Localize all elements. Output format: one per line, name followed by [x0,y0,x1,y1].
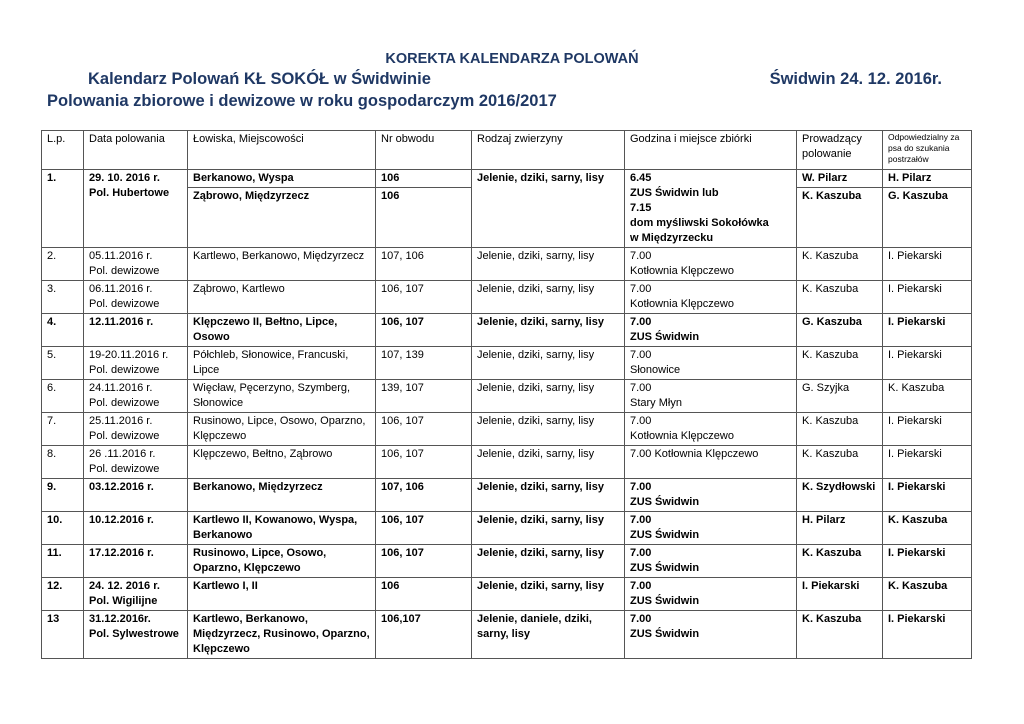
row-meeting [625,248,797,281]
row-grounds: Rusinowo, Lipce, Osowo, Oparzno, Klępczewo [188,413,376,446]
row-district: 106, 107 [376,413,472,446]
row-date [84,380,188,413]
row-meeting-place: Kotłownia Klępczewo [630,298,734,310]
row-lp: 5. [42,347,84,380]
row-date-value: 10.12.2016 r. [89,514,154,526]
row-meeting-time: 7.00 [630,547,652,559]
document-title: KOREKTA KALENDARZA POLOWAŃ [385,51,639,67]
row-district: 106, 107 [376,545,472,578]
row-date [84,479,188,512]
row-district: 106, 107 [376,446,472,479]
row-responsible: I. Piekarski [883,314,972,347]
row-leader: K. Kaszuba [797,611,883,659]
row-meeting-time: 7.00 [630,415,652,427]
row-district: 106,107 [376,611,472,659]
row-lp: 11. [42,545,84,578]
row-responsible: I. Piekarski [883,479,972,512]
row-date-type: Pol. dewizowe [89,265,160,277]
place-and-date: Świdwin 24. 12. 2016r. [769,70,942,88]
row-meeting [625,446,797,479]
header-district: Nr obwodu [376,131,472,170]
row-grounds: Kartlewo II, Kowanowo, Wyspa, Berkanowo [188,512,376,545]
hunting-calendar-table [41,130,972,659]
row-district: 106 [376,170,472,188]
row-date-value: 03.12.2016 r. [89,481,154,493]
row-meeting [625,281,797,314]
row-date [84,512,188,545]
row-meeting [625,380,797,413]
row-meeting [625,479,797,512]
row-date-value: 17.12.2016 r. [89,547,154,559]
row-responsible: I. Piekarski [883,611,972,659]
table-row [42,413,972,446]
row-meeting-place: ZUS Świdwin lub [630,187,719,199]
row-meeting [625,578,797,611]
row-date [84,347,188,380]
row-grounds: Rusinowo, Lipce, Osowo, Oparzno, Klępczewo [188,545,376,578]
row-leader: K. Kaszuba [797,413,883,446]
row-grounds: Kartlewo I, II [188,578,376,611]
row-leader: W. Pilarz [797,170,883,188]
row-game: Jelenie, dziki, sarny, lisy [472,281,625,314]
row-game: Jelenie, daniele, dziki, sarny, lisy [472,611,625,659]
row-meeting [625,611,797,659]
row-date [84,611,188,659]
row-meeting [625,512,797,545]
row-lp: 3. [42,281,84,314]
row-date-value: 26 .11.2016 r. [89,448,156,460]
row-meeting-place: ZUS Świdwin [630,562,700,574]
row-date [84,446,188,479]
row-grounds: Ząbrowo, Kartlewo [188,281,376,314]
row-lp: 4. [42,314,84,347]
row-lp: 8. [42,446,84,479]
row-responsible: I. Piekarski [883,545,972,578]
row-leader: I. Piekarski [797,578,883,611]
row-game: Jelenie, dziki, sarny, lisy [472,170,625,248]
row-responsible: I. Piekarski [883,347,972,380]
row-game: Jelenie, dziki, sarny, lisy [472,314,625,347]
header-meeting: Godzina i miejsce zbiórki [625,131,797,170]
table-row [42,281,972,314]
row-game: Jelenie, dziki, sarny, lisy [472,545,625,578]
row-meeting-time: 7.00 [630,382,652,394]
table-row [42,314,972,347]
row-district: 106 [376,188,472,248]
row-date-value: 31.12.2016r. [89,613,151,625]
row-grounds: Berkanowo, Międzyrzecz [188,479,376,512]
row-district: 106, 107 [376,512,472,545]
row-district: 106 [376,578,472,611]
row-date-type: Pol. dewizowe [89,430,160,442]
row-date-value: 19-20.11.2016 r. [89,349,169,361]
row-meeting-time: 7.00 [630,250,652,262]
row-leader: G. Kaszuba [797,314,883,347]
header-grounds: Łowiska, Miejscowości [188,131,376,170]
row-responsible: I. Piekarski [883,281,972,314]
row-meeting-time: 7.00 [630,316,652,328]
row-game: Jelenie, dziki, sarny, lisy [472,479,625,512]
row-meeting-place: ZUS Świdwin [630,628,700,640]
row-meeting-place-alt: dom myśliwski Sokołówka [630,217,769,229]
row-date-value: 25.11.2016 r. [89,415,153,427]
row-district: 106, 107 [376,281,472,314]
calendar-subtitle: Kalendarz Polowań KŁ SOKÓŁ w Świdwinie [88,70,431,88]
row-leader: G. Szyjka [797,380,883,413]
row-district: 106, 107 [376,314,472,347]
row-leader: K. Kaszuba [797,248,883,281]
row-game: Jelenie, dziki, sarny, lisy [472,578,625,611]
header-responsible: Odpowiedzialny za psa do szukania postrzałów [883,131,972,170]
row-lp: 6. [42,380,84,413]
row-district: 107, 139 [376,347,472,380]
row-date-type: Pol. Sylwestrowe [89,628,179,640]
row-lp: 10. [42,512,84,545]
row-leader: K. Szydłowski [797,479,883,512]
row-date-type: Pol. dewizowe [89,463,160,475]
row-grounds: Klępczewo II, Bełtno, Lipce, Osowo [188,314,376,347]
row-leader: K. Kaszuba [797,446,883,479]
table-row [42,170,972,188]
row-meeting-place: Kotłownia Klępczewo [630,430,734,442]
row-game: Jelenie, dziki, sarny, lisy [472,413,625,446]
row-grounds: Ząbrowo, Międzyrzecz [188,188,376,248]
row-responsible: I. Piekarski [883,446,972,479]
row-date-value: 29. 10. 2016 r. [89,172,160,184]
row-game: Jelenie, dziki, sarny, lisy [472,347,625,380]
row-date-value: 12.11.2016 r. [89,316,154,328]
row-meeting-place: ZUS Świdwin [630,496,700,508]
row-lp: 1. [42,170,84,248]
row-date-type: Pol. dewizowe [89,298,160,310]
row-lp: 13 [42,611,84,659]
row-meeting-time: 7.00 [630,283,652,295]
table-row [42,578,972,611]
row-leader: K. Kaszuba [797,188,883,248]
row-date-type: Pol. dewizowe [89,397,160,409]
row-lp: 9. [42,479,84,512]
row-leader: K. Kaszuba [797,281,883,314]
row-grounds: Więcław, Pęcerzyno, Szymberg, Słonowice [188,380,376,413]
row-meeting-place: Słonowice [630,364,681,376]
header-lp: L.p. [42,131,84,170]
row-district: 139, 107 [376,380,472,413]
row-leader: H. Pilarz [797,512,883,545]
row-meeting [625,413,797,446]
row-meeting-place: Kotłownia Klępczewo [630,265,734,277]
row-date-value: 24. 12. 2016 r. [89,580,160,592]
row-game: Jelenie, dziki, sarny, lisy [472,512,625,545]
row-meeting-place: ZUS Świdwin [630,595,700,607]
row-meeting-time: 7.00 [630,613,652,625]
table-row [42,611,972,659]
row-meeting [625,170,797,248]
row-meeting-place: Stary Młyn [630,397,682,409]
row-game: Jelenie, dziki, sarny, lisy [472,380,625,413]
row-date-value: 05.11.2016 r. [89,250,153,262]
header-leader: Prowadzący polowanie [797,131,883,170]
table-row [42,479,972,512]
row-leader: K. Kaszuba [797,545,883,578]
row-game: Jelenie, dziki, sarny, lisy [472,446,625,479]
row-meeting-place: ZUS Świdwin [630,529,700,541]
row-meeting-time: 7.00 [630,580,652,592]
row-leader: K. Kaszuba [797,347,883,380]
row-responsible: H. Pilarz [883,170,972,188]
row-grounds: Półchleb, Słonowice, Francuski, Lipce [188,347,376,380]
row-date [84,545,188,578]
table-row [42,512,972,545]
row-district: 107, 106 [376,248,472,281]
row-date [84,578,188,611]
table-row [42,446,972,479]
header-date: Data polowania [84,131,188,170]
table-header-row [42,131,972,170]
row-responsible: G. Kaszuba [883,188,972,248]
row-meeting-time: 7.00 [630,349,652,361]
header-game: Rodzaj zwierzyny [472,131,625,170]
row-date [84,248,188,281]
row-meeting-time: 7.00 Kotłownia Klępczewo [630,448,759,460]
row-date [84,170,188,248]
row-date-value: 06.11.2016 r. [89,283,153,295]
row-grounds: Klępczewo, Bełtno, Ząbrowo [188,446,376,479]
row-date [84,281,188,314]
row-meeting-place: ZUS Świdwin [630,331,700,343]
row-meeting-time-alt: 7.15 [630,202,652,214]
row-meeting [625,314,797,347]
row-grounds: Berkanowo, Wyspa [188,170,376,188]
row-date-value: 24.11.2016 r. [89,382,153,394]
row-district: 107, 106 [376,479,472,512]
row-meeting-place-alt-2: w Międzyrzecku [630,232,714,244]
row-meeting [625,347,797,380]
season-title: Polowania zbiorowe i dewizowe w roku gospodarczym 2016/2017 [47,92,557,110]
row-lp: 2. [42,248,84,281]
row-lp: 12. [42,578,84,611]
row-date-type: Pol. dewizowe [89,364,160,376]
row-responsible: I. Piekarski [883,248,972,281]
row-responsible: K. Kaszuba [883,380,972,413]
row-grounds: Kartlewo, Berkanowo, Międzyrzecz, Rusinowo, Oparzno, Klępczewo [188,611,376,659]
row-date [84,413,188,446]
table-row [42,248,972,281]
row-date-type: Pol. Wigilijne [89,595,158,607]
row-meeting-time: 7.00 [630,514,652,526]
table-row [42,380,972,413]
row-grounds: Kartlewo, Berkanowo, Międzyrzecz [188,248,376,281]
row-meeting-time: 7.00 [630,481,652,493]
row-game: Jelenie, dziki, sarny, lisy [472,248,625,281]
row-responsible: K. Kaszuba [883,578,972,611]
row-meeting [625,545,797,578]
row-date [84,314,188,347]
row-responsible: I. Piekarski [883,413,972,446]
table-row [42,545,972,578]
row-meeting-time: 6.45 [630,172,652,184]
row-responsible: K. Kaszuba [883,512,972,545]
row-lp: 7. [42,413,84,446]
row-date-type: Pol. Hubertowe [89,187,170,199]
table-row [42,347,972,380]
